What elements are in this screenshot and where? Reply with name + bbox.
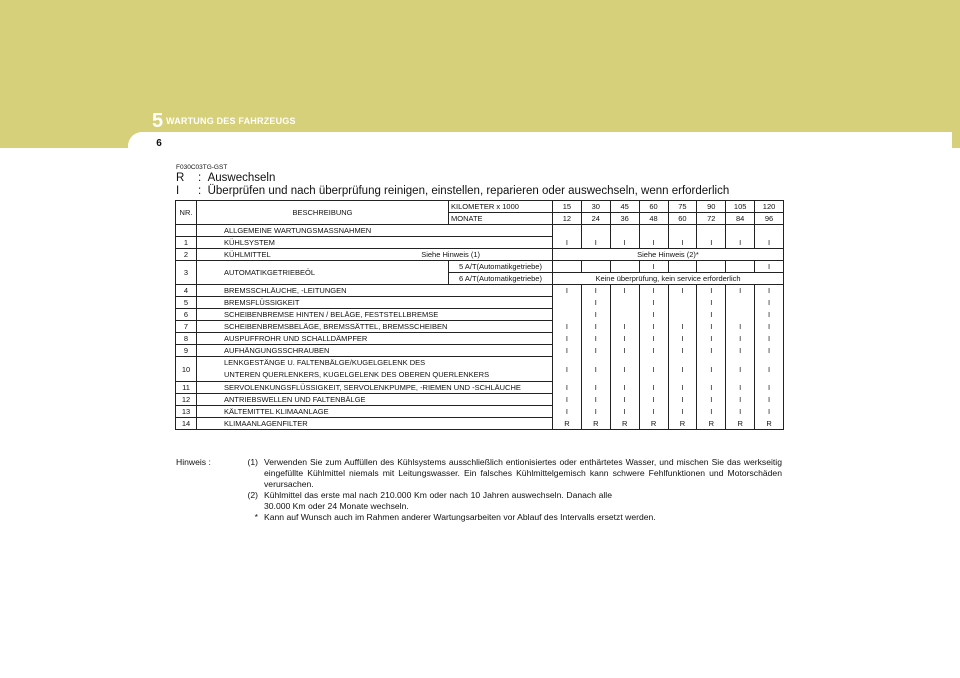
row-desc: BREMSFLÜSSIGKEIT — [197, 297, 553, 309]
km-cell: 15 — [553, 201, 582, 213]
row-cell: R — [697, 418, 726, 430]
row-cell: I — [610, 406, 639, 418]
row-desc-line: LENKGESTÄNGE U. FALTENBÄLGE/KUGELGELENK DES — [224, 358, 426, 367]
row-cell: R — [581, 418, 610, 430]
row-nr: 13 — [176, 406, 197, 418]
row-cell — [553, 297, 582, 309]
row-desc: KLIMAANLAGENFILTER — [197, 418, 553, 430]
header-notch — [128, 132, 952, 150]
table-row — [176, 225, 784, 237]
row-cell: I — [755, 357, 784, 382]
row-cell: I — [755, 309, 784, 321]
row-cell: R — [610, 418, 639, 430]
row-cell: I — [639, 309, 668, 321]
note-number: * — [254, 512, 258, 522]
row-cell: R — [726, 418, 755, 430]
chapter-number: 5 — [152, 110, 164, 132]
row-cell: I — [581, 406, 610, 418]
row-cell: I — [639, 357, 668, 382]
row-cell: I — [755, 261, 784, 273]
row-desc: SCHEIBENBREMSBELÄGE, BREMSSÄTTEL, BREMSSCHEIBEN — [197, 321, 553, 333]
notes-section — [176, 457, 782, 523]
row-cell: I — [581, 237, 610, 249]
row-cell: I — [755, 333, 784, 345]
row-desc: AUTOMATIKGETRIEBEÖL — [197, 261, 449, 285]
row-sub-label: 5 A/T(Automatikgetriebe) — [449, 261, 553, 273]
row-desc: BREMSSCHLÄUCHE, -LEITUNGEN — [197, 285, 553, 297]
row-cell: I — [610, 382, 639, 394]
row-nr: 2 — [176, 249, 197, 261]
row-cell: I — [755, 321, 784, 333]
chapter-title: WARTUNG DES FAHRZEUGS — [166, 116, 296, 126]
row-cell: I — [553, 394, 582, 406]
legend-key: I — [176, 185, 180, 197]
note-item — [176, 490, 782, 512]
month-cell: 48 — [639, 213, 668, 225]
table-row — [176, 345, 784, 357]
legend-sep: : — [198, 185, 202, 197]
row-cell: R — [639, 418, 668, 430]
row-cell — [553, 261, 582, 273]
row-desc: AUSPUFFROHR UND SCHALLDÄMPFER — [197, 333, 553, 345]
table-row — [176, 394, 784, 406]
row-cell: I — [639, 394, 668, 406]
row-cell — [726, 309, 755, 321]
row-cell: I — [610, 333, 639, 345]
notes-label: Hinweis : — [176, 457, 211, 467]
km-cell: 75 — [668, 201, 697, 213]
month-cell: 72 — [697, 213, 726, 225]
row-cell: I — [668, 345, 697, 357]
row-cell: R — [755, 418, 784, 430]
row-cell: I — [755, 394, 784, 406]
row-desc: KÜHLSYSTEM — [197, 237, 553, 249]
row-cell: I — [726, 394, 755, 406]
month-cell: 84 — [726, 213, 755, 225]
row-cell: I — [553, 345, 582, 357]
row-desc: ANTRIEBSWELLEN UND FALTENBÄLGE — [197, 394, 553, 406]
maintenance-table — [175, 200, 784, 430]
row-cell: I — [610, 394, 639, 406]
row-cell: I — [553, 357, 582, 382]
row-cell: I — [639, 285, 668, 297]
row-cell — [553, 309, 582, 321]
nr-header: NR. — [176, 201, 197, 225]
table-row — [176, 382, 784, 394]
row-cell — [726, 261, 755, 273]
row-cell: I — [755, 345, 784, 357]
table-row — [176, 285, 784, 297]
legend-sep: : — [198, 172, 202, 184]
row-cell: I — [581, 333, 610, 345]
km-cell: 105 — [726, 201, 755, 213]
row-cell: I — [581, 309, 610, 321]
row-cell: I — [581, 394, 610, 406]
legend-text: Auswechseln — [207, 172, 276, 184]
km-cell: 60 — [639, 201, 668, 213]
row-cell: I — [726, 357, 755, 382]
row-cell: I — [639, 321, 668, 333]
row-cell: I — [755, 297, 784, 309]
legend-replace — [176, 172, 275, 185]
row-cell: I — [610, 321, 639, 333]
row-cell: I — [726, 333, 755, 345]
row-cell — [610, 261, 639, 273]
month-cell: 24 — [581, 213, 610, 225]
row-cell: I — [639, 297, 668, 309]
row-sub-label: 6 A/T(Automatikgetriebe) — [449, 273, 553, 285]
months-label: MONATE — [449, 213, 553, 225]
row-cell: I — [668, 333, 697, 345]
row-desc-note: Siehe Hinweis (1) — [421, 250, 480, 259]
row-cell: I — [581, 357, 610, 382]
row-nr: 3 — [176, 261, 197, 285]
note-text: Kann auf Wunsch auch im Rahmen anderer Wartungsarbeiten vor Ablauf des Intervalls ersetzt werden. — [264, 512, 656, 522]
row-cell: I — [553, 237, 582, 249]
row-cell: I — [639, 237, 668, 249]
row-cell: I — [697, 406, 726, 418]
general-heading: ALLGEMEINE WARTUNGSMASSNAHMEN — [197, 225, 553, 237]
table-row — [176, 333, 784, 345]
row-nr: 4 — [176, 285, 197, 297]
note-text: Verwenden Sie zum Auffüllen des Kühlsystems ausschließlich entionisiertes oder enthärtetes Wasser, und mischen Sie das werkseitig eingefüllte Kühlmittel niemals mit Leitungswasser. Ein falsches Kühlmittelgemisch kann schwere Fehlfunktionen und Motorschäden verursachen. — [264, 457, 782, 489]
row-cell: I — [668, 382, 697, 394]
row-cell: I — [755, 237, 784, 249]
row-cell — [668, 309, 697, 321]
row-cell: I — [697, 345, 726, 357]
desc-header: BESCHREIBUNG — [197, 201, 449, 225]
row-cell — [697, 261, 726, 273]
row-cell: I — [726, 237, 755, 249]
row-cell: I — [639, 406, 668, 418]
row-cell: I — [697, 394, 726, 406]
month-cell: 12 — [553, 213, 582, 225]
row-cell: I — [639, 382, 668, 394]
table-row — [176, 237, 784, 249]
table-row — [176, 297, 784, 309]
row-cell: I — [726, 285, 755, 297]
row-desc — [197, 249, 553, 261]
row-desc: KÄLTEMITTEL KLIMAANLAGE — [197, 406, 553, 418]
row-cell: R — [553, 418, 582, 430]
row-cell: I — [697, 297, 726, 309]
row-cell: I — [610, 285, 639, 297]
row-desc-text: KÜHLMITTEL — [224, 250, 271, 259]
row-cell — [610, 297, 639, 309]
row-cell: I — [553, 406, 582, 418]
table-row — [176, 406, 784, 418]
row-nr: 14 — [176, 418, 197, 430]
row-cell: I — [581, 285, 610, 297]
note-text: Kühlmittel das erste mal nach 210.000 Km oder nach 10 Jahren auswechseln. Danach alle 30.000 Km oder 24 Monate wechseln. — [264, 490, 612, 511]
row-cell — [726, 297, 755, 309]
km-cell: 90 — [697, 201, 726, 213]
row-desc: AUFHÄNGUNGSSCHRAUBEN — [197, 345, 553, 357]
row-nr: 1 — [176, 237, 197, 249]
row-cell: I — [668, 394, 697, 406]
row-cell: I — [610, 357, 639, 382]
page-number: 6 — [156, 138, 162, 149]
legend-inspect — [176, 185, 729, 198]
km-cell: 120 — [755, 201, 784, 213]
table-row — [176, 321, 784, 333]
note-number: (2) — [247, 490, 258, 500]
month-cell: 96 — [755, 213, 784, 225]
row-cell: I — [581, 321, 610, 333]
row-cell: I — [755, 382, 784, 394]
row-cell: I — [553, 285, 582, 297]
row-span-cell: Keine überprüfung, kein service erforderlich — [553, 273, 784, 285]
row-cell: I — [553, 333, 582, 345]
row-nr: 6 — [176, 309, 197, 321]
row-cell: I — [639, 261, 668, 273]
doc-code: F030C03TG-GST — [176, 164, 228, 171]
row-nr: 7 — [176, 321, 197, 333]
header-band — [0, 0, 960, 148]
row-cell: I — [668, 321, 697, 333]
row-desc — [197, 357, 553, 382]
row-cell: R — [668, 418, 697, 430]
row-cell: I — [697, 333, 726, 345]
km-cell: 30 — [581, 201, 610, 213]
row-cell: I — [581, 297, 610, 309]
row-cell: I — [668, 357, 697, 382]
row-cell: I — [668, 406, 697, 418]
row-cell: I — [697, 321, 726, 333]
row-desc-line: UNTEREN QUERLENKERS, KUGELGELENK DES OBEREN QUERLENKERS — [224, 370, 490, 379]
note-number: (1) — [247, 457, 258, 467]
row-nr: 10 — [176, 357, 197, 382]
row-nr: 12 — [176, 394, 197, 406]
table-row — [176, 418, 784, 430]
row-cell: I — [726, 321, 755, 333]
row-cell: I — [610, 237, 639, 249]
row-cell: I — [697, 237, 726, 249]
row-cell: I — [581, 382, 610, 394]
row-nr: 8 — [176, 333, 197, 345]
row-cell: I — [553, 321, 582, 333]
table-header-row — [176, 201, 784, 213]
row-cell: I — [668, 237, 697, 249]
row-cell: I — [697, 382, 726, 394]
table-row — [176, 357, 784, 382]
row-nr: 9 — [176, 345, 197, 357]
row-cell: I — [610, 345, 639, 357]
table-row — [176, 309, 784, 321]
note-item — [176, 457, 782, 490]
row-cell — [581, 261, 610, 273]
row-cell — [668, 297, 697, 309]
row-cell: I — [726, 345, 755, 357]
row-cell: I — [697, 309, 726, 321]
row-cell: I — [639, 333, 668, 345]
row-cell — [610, 309, 639, 321]
table-row — [176, 249, 784, 261]
row-cell: I — [755, 406, 784, 418]
row-cell: I — [726, 382, 755, 394]
row-cell — [668, 261, 697, 273]
row-cell: I — [668, 285, 697, 297]
month-cell: 60 — [668, 213, 697, 225]
row-nr — [176, 225, 197, 237]
legend-text: Überprüfen und nach überprüfung reinigen, einstellen, reparieren oder auswechseln, wenn erforderlich — [207, 185, 730, 197]
row-desc: SERVOLENKUNGSFLÜSSIGKEIT, SERVOLENKPUMPE, -RIEMEN UND -SCHLÄUCHE — [197, 382, 553, 394]
km-label: KILOMETER x 1000 — [449, 201, 553, 213]
legend-key: R — [176, 172, 185, 184]
month-cell: 36 — [610, 213, 639, 225]
table-row — [176, 261, 784, 273]
note-item — [176, 512, 782, 523]
row-cell: I — [697, 357, 726, 382]
row-nr: 5 — [176, 297, 197, 309]
row-cell: I — [553, 382, 582, 394]
row-nr: 11 — [176, 382, 197, 394]
row-cell: I — [639, 345, 668, 357]
km-cell: 45 — [610, 201, 639, 213]
row-cell: I — [755, 285, 784, 297]
row-desc: SCHEIBENBREMSE HINTEN / BELÄGE, FESTSTELLBREMSE — [197, 309, 553, 321]
row-cell: I — [726, 406, 755, 418]
row-cell: I — [581, 345, 610, 357]
row-span-cell: Siehe Hinweis (2)* — [553, 249, 784, 261]
row-cell: I — [697, 285, 726, 297]
